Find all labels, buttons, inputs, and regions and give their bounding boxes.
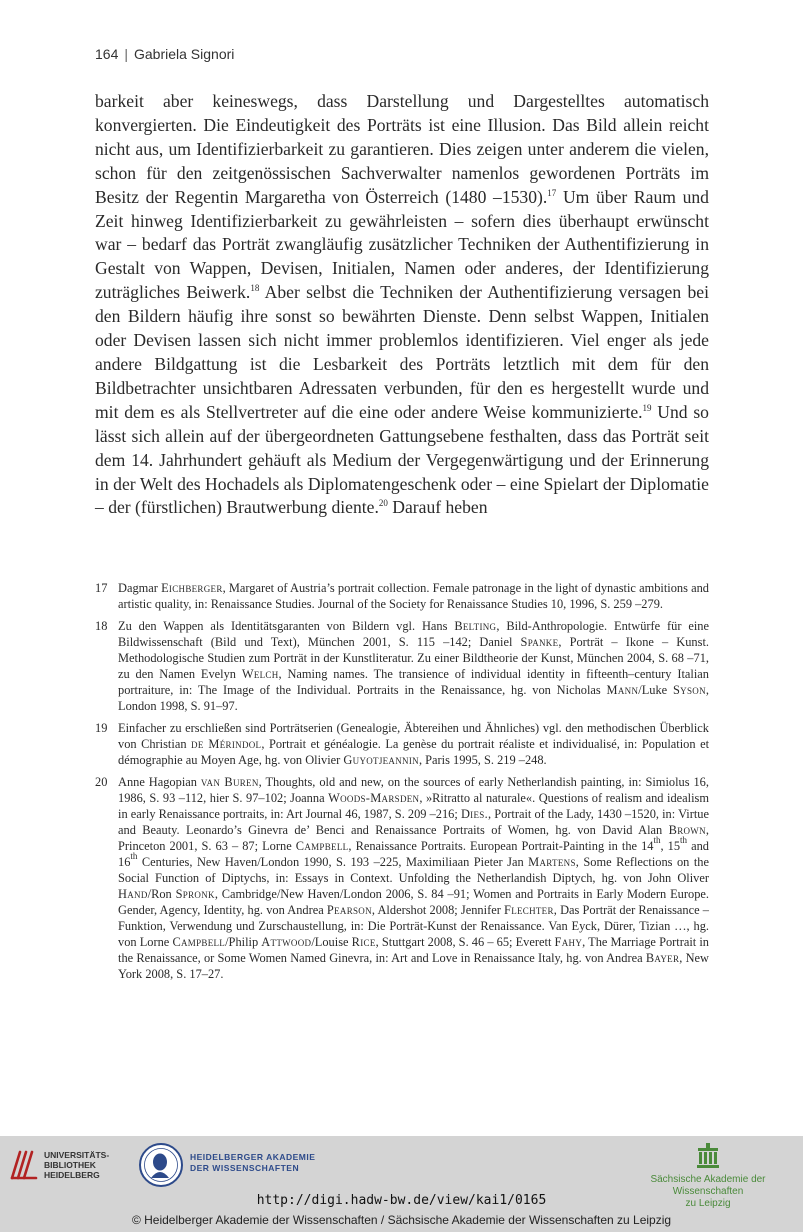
footnote-text-run: , Stuttgart 2008, S. 46 – 65; Everett [375, 935, 555, 949]
footnote-ref[interactable]: 17 [547, 187, 557, 198]
footnote-text-run: Anne Hagopian [118, 775, 201, 789]
footnote-ref[interactable]: 20 [378, 498, 388, 509]
author-name: Eichberger [161, 581, 223, 595]
footnote-18 [95, 618, 709, 714]
footnote-text-run: , »Ritratto al naturale«. Questions of realism and idealism in early Renaissance portraits, in: Art Journal 46, 1987, S. 209 –216; [118, 791, 709, 821]
footnote-text-run: , New York 2008, S. 17–27. [118, 951, 709, 981]
author-name: Bayer [645, 951, 680, 965]
running-header [95, 46, 234, 62]
author-name: Syson [672, 683, 706, 697]
footnote-text-run: Dagmar [118, 581, 162, 595]
author-name: Flechter [504, 903, 554, 917]
footnote-text-run: /Ron [147, 887, 176, 901]
running-header-author: Gabriela Signori [134, 46, 235, 62]
author-name: Dies. [460, 807, 488, 821]
author-name: Guyotjeannin [343, 753, 419, 767]
footnote-text-run: , London 1998, S. 91–97. [118, 683, 709, 713]
ordinal-superscript: th [130, 851, 138, 861]
footnote-text-run: , The Marriage Portrait in the Renaissance, or Some Women Named Ginevra, in: Art and Love in Renaissance Italy, hg. von Andrea [118, 935, 709, 965]
header-separator: | [124, 46, 128, 62]
footnote-text-run: , 15 [660, 839, 681, 853]
footnote-text-run: , Portrait et généalogie. La genèse du portrait réaliste et individualisé, in: Population et démographie au Moyen Age, hg. von Olivier [118, 737, 710, 767]
author-name: Fahy [554, 935, 583, 949]
ordinal-superscript: th [680, 835, 688, 845]
page-number: 164 [95, 46, 119, 62]
body-text-segment: barkeit aber keineswegs, dass Darstellung und Dargestelltes automatisch konvergierten. Die Eindeutigkeit des Porträts ist eine Illusion. Das Bild allein reicht nicht aus, um Identifizierbarkeit zu garantieren. Dies zeigen unter anderem die vielen, schon für den zeitgenössischen Sachverwalter namenlos gewordenen Porträts im Besitz der Regentin Margaretha von Österreich (1480 –1530). [95, 91, 709, 207]
author-name: Attwood [261, 935, 312, 949]
footnote-text-run: Centuries, New Haven/London 1990, S. 193 –225, Maximiliaan Pieter Jan [137, 855, 529, 869]
author-name: Pearson [326, 903, 372, 917]
footnote-text [118, 720, 709, 768]
author-name: Spanke [520, 635, 559, 649]
footnotes [95, 580, 709, 988]
ordinal-superscript: th [653, 835, 661, 845]
footnote-text-run: Einfacher zu erschließen sind Porträtserien (Genealogie, Äbtereihen und Ähnliches) vgl. den methodischen Überblick von Christian [118, 721, 709, 751]
body-text-segment: Aber selbst die Techniken der Authentifizierung versagen bei den Bildern häufig ihre sonst so bewährten Dienste. Denn selbst Wappen, Initialen oder Devisen lassen sich nicht immer problemlos identifizieren. Viel enger als jede andere Bildgattung ist die Lesbarkeit des Porträts letztlich mit dem für den Bildbetrachter unsichtbaren Adressaten verbunden, für den es hergestellt wurde und mit dem es als Stellvertreter auf die eine oder andere Weise kommunizierte. [95, 282, 709, 422]
footnote-text-run: , Das Porträt der Renaissance – Funktion, Verwendung und Zurschaustellung, in: Die Porträt-Kunst der Renaissance. Van Eyck, Dürer, Tizian …, hg. von Lorne [118, 903, 709, 949]
author-name: Rice [351, 935, 376, 949]
footnote-text-run: , Naming names. The transience of individual identity in fifteenth–century Italian portraiture, in: The Image of the Individual. Portraits in the Renaissance, hg. von Nicholas [118, 667, 709, 697]
footnote-text-run: , Princeton 2001, S. 63 – 87; Lorne [118, 823, 709, 853]
footnote-text [118, 618, 709, 714]
footnote-text-run: , Cambridge/New Haven/London 2006, S. 84 –91; Women and Portraits in Early Modern Europe. Gender, Agency, Identity, hg. von Andrea [118, 887, 709, 917]
footnote-number: 19 [95, 721, 108, 735]
author-name: Woods-Marsden [328, 791, 420, 805]
footnote-text-run: /Luke [638, 683, 673, 697]
body-paragraph [95, 90, 709, 520]
footnote-19 [95, 720, 709, 768]
copyright-notice: © Heidelberger Akademie der Wissenschaften / Sächsische Akademie der Wissenschaften zu Leipzig [131, 1213, 672, 1227]
footnote-text-run: , Thoughts, old and new, on the sources of early Netherlandish painting, in: Simiolus 16, 1986, S. 93 –112, hier S. 97–102; Joanna [118, 775, 709, 805]
footnote-text-run: , Bild-Anthropologie. Entwürfe für eine Bildwissenschaft (Bild und Text), München 2001, S. 115 –142; Daniel [118, 619, 709, 649]
footnote-text [118, 774, 709, 982]
footnote-text-run: , Margaret of Austria’s portrait collection. Female patronage in the light of dynastic ambitions and artistic quality, in: Renaissance Studies. Journal of the Society for Renaissance Studies 10, 1996, S. 259 –279. [118, 581, 709, 611]
body-text-segment: Und so lässt sich allein auf der übergeordneten Gattungsebene festhalten, dass das Porträt seit dem 14. Jahrhundert gehäuft als Medium der Vergegenwärtigung und der Erinnerung in der Welt des Hochadels als Diplomatengeschenk oder – eine Spielart der Diplomatie – der (fürstlichen) Brautwerbung diente. [95, 401, 709, 518]
academy-seal-icon[interactable] [138, 1142, 184, 1188]
source-url-link[interactable]: http://digi.hadw-bw.de/view/kai1/0165 [256, 1193, 547, 1208]
author-name: Brown [668, 823, 706, 837]
author-name: Campbell [172, 935, 226, 949]
saxon-academy-logo-icon[interactable] [696, 1143, 720, 1169]
footnote-text-run: , Some Reflections on the Social Function of Diptychs, in: Essays in Context. Unfolding the Netherlandish Diptych, hg. von John Oliver [118, 855, 710, 885]
footnote-number: 17 [95, 581, 108, 595]
author-name: van Buren [200, 775, 259, 789]
author-name: Martens [528, 855, 576, 869]
footnote-text-run: , Paris 1995, S. 219 –248. [418, 753, 547, 767]
footnote-text-run: , Portrait of the Lady, 1430 –1520, in: Virtue and Beauty. Leonardo’s Ginevra de’ Benci and Renaissance Portraits of Women, hg. von David Alan [118, 807, 709, 837]
footnote-number: 20 [95, 775, 108, 789]
author-name: Campbell [295, 839, 349, 853]
footnote-text-run: , Aldershot 2008; Jennifer [371, 903, 504, 917]
footnote-ref[interactable]: 18 [250, 283, 260, 294]
footnote-text-run: and 16 [118, 839, 709, 869]
author-name: Spronk [175, 887, 215, 901]
footnote-number: 18 [95, 619, 108, 633]
main-text [95, 90, 709, 520]
footnote-text-run: Zu den Wappen als Identitätsgaranten von Bildern vgl. Hans [118, 619, 455, 633]
footnote-20 [95, 774, 709, 982]
body-text-segment: Um über Raum und Zeit hinweg Identifizierbarkeit zu gewährleisten – sofern dies überhaupt erwünscht war – bedarf das Porträt zwangläufig zusätzlicher Techniken der Authentifizierung in Gestalt von Wappen, Devisen, Initialen, Namen oder anderes, der Identifizierung zuträgliches Beiwerk. [95, 186, 709, 303]
footnote-17 [95, 580, 709, 612]
author-name: Welch [241, 667, 279, 681]
body-text-segment: Darauf heben [387, 497, 488, 518]
footnote-ref[interactable]: 19 [642, 402, 652, 413]
footnote-text-run: , Porträt – Ikone – Kunst. Methodologische Studien zum Porträt in der Kunstliteratur. Zu einer Bildtheorie der Kunst, München 2004, S. 68 –71, zu den Namen Evelyn [118, 635, 709, 681]
university-library-logo-text: UNIVERSITÄTS- BIBLIOTHEK HEIDELBERG [44, 1150, 110, 1180]
saxon-academy-logo-text: Sächsische Akademie der Wissenschaften zu Leipzig [650, 1174, 766, 1209]
author-name: Belting [454, 619, 497, 633]
author-name: de Mérindol [191, 737, 262, 751]
academy-logo-text: HEIDELBERGER AKADEMIE DER WISSENSCHAFTEN [190, 1152, 316, 1173]
footnote-text-run: /Louise [311, 935, 352, 949]
footnote-text-run: /Philip [225, 935, 262, 949]
author-name: Mann [606, 683, 639, 697]
author-name: Hand [118, 887, 148, 901]
footnote-text [118, 580, 709, 612]
footnote-text-run: , Renaissance Portraits. European Portrait-Painting in the 14 [348, 839, 654, 853]
